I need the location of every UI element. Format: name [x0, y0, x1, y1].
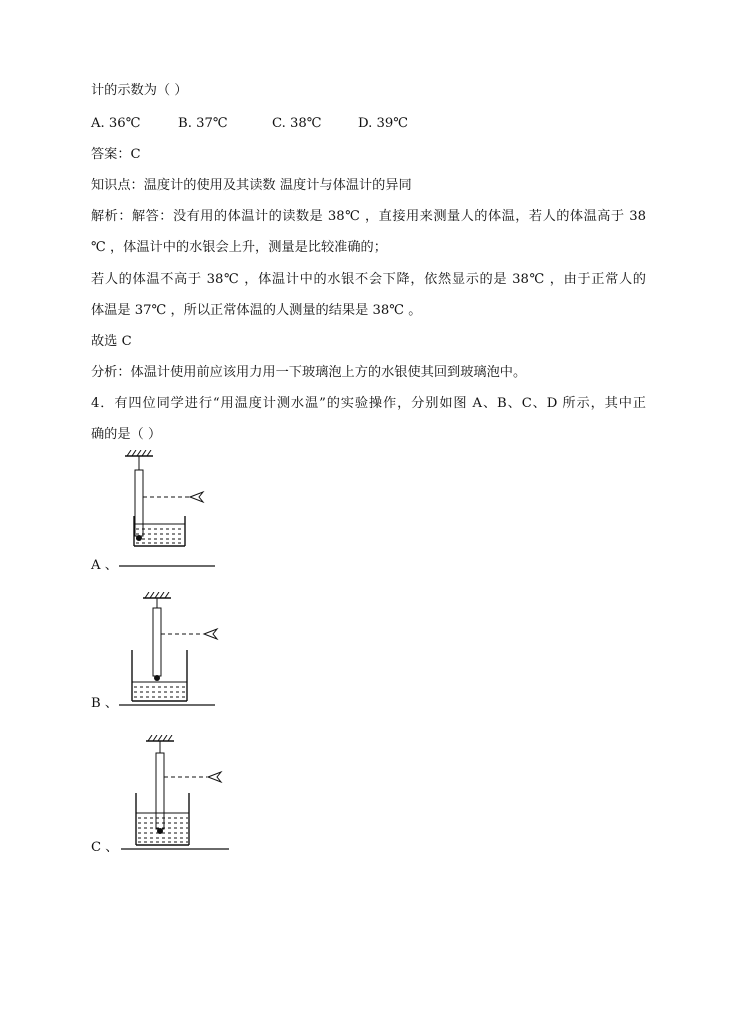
q4-stem-line2: 确的是（ ） — [91, 427, 162, 442]
q3-fenxi: 分析：体温计使用前应该用力用一下玻璃泡上方的水银使其回到玻璃泡中。 — [91, 365, 527, 380]
figure-c-label: C 、 — [91, 840, 119, 855]
option-c: C. 38℃ — [272, 116, 322, 131]
q3-analysis-line1: 解析：解答：没有用的体温计的读数是 38℃ ，直接用来测量人的体温，若人的体温高于 38 — [91, 209, 646, 224]
q3-answer: 答案：C — [91, 147, 141, 162]
figure-b-drawing — [115, 592, 225, 712]
figure-a — [115, 450, 225, 570]
q3-analysis-line3: 若人的体温不高于 38℃ ，体温计中的水银不会下降，依然显示的是 38℃ ，由于正常人的 — [91, 272, 646, 287]
q3-choose: 故选 C — [91, 334, 132, 349]
q3-knowledge: 知识点：温度计的使用及其读数 温度计与体温计的异同 — [91, 178, 412, 193]
figure-b-label: B 、 — [91, 696, 119, 711]
figure-b — [115, 592, 225, 712]
q3-stem-end: 计的示数为（ ） — [91, 83, 188, 98]
figure-c — [115, 735, 235, 855]
option-b: B. 37℃ — [178, 116, 228, 131]
figure-a-drawing — [115, 450, 225, 570]
option-a: A. 36℃ — [91, 116, 141, 131]
figure-a-label: A 、 — [91, 558, 118, 573]
figure-c-drawing — [115, 735, 235, 855]
q3-analysis-line4: 体温是 37℃ ，所以正常体温的人测量的结果是 38℃ 。 — [91, 303, 422, 318]
q3-analysis-line2: ℃ ，体温计中的水银会上升，测量是比较准确的； — [91, 240, 387, 255]
option-d: D. 39℃ — [358, 116, 409, 131]
q4-stem-line1: 4．有四位同学进行“用温度计测水温”的实验操作，分别如图 A、B、C、D 所示，其中正 — [91, 396, 646, 411]
